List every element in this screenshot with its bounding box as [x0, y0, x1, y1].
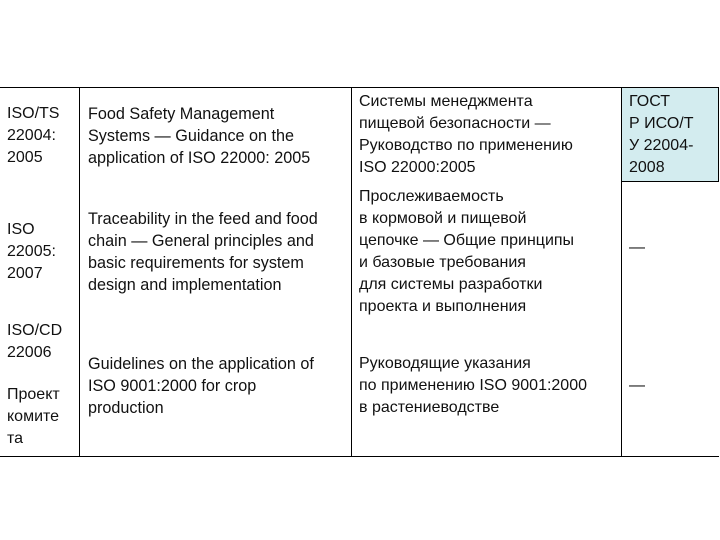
english-title-cell: Guidelines on the application of ISO 9001:2000 for crop production	[88, 355, 314, 417]
gost-cell: —	[629, 377, 645, 394]
english-title-cell: Food Safety Management Systems — Guidance on the application of ISO 22000: 2005	[88, 105, 311, 167]
column-divider	[79, 87, 80, 457]
iso-code-cell: ISO 22005: 2007	[7, 221, 56, 282]
gost-cell: ГОСТ Р ИСО/Т У 22004- 2008	[629, 93, 694, 176]
table-bottom-border	[0, 456, 719, 457]
russian-title-cell: Прослеживаемость в кормовой и пищевой цепочке — Общие принципы и базовые требования для системы разработки проекта и выполнения	[359, 188, 575, 315]
english-title-cell: Traceability in the feed and food chain — General principles and basic requirements for system design and implementation	[88, 210, 318, 294]
russian-title-cell: Руководящие указания по применению ISO 9001:2000 в растениеводстве	[359, 355, 587, 416]
standards-table	[0, 87, 719, 457]
column-divider	[351, 87, 352, 457]
iso-note-cell: Проект комите та	[7, 386, 60, 447]
iso-code-cell: ISO/CD 22006	[7, 322, 63, 361]
table-top-border	[0, 87, 719, 88]
iso-code-cell: ISO/TS 22004: 2005	[7, 105, 60, 166]
gost-cell: —	[629, 239, 645, 256]
russian-title-cell: Системы менеджмента пищевой безопасности — Руководство по применению ISO 22000:2005	[359, 93, 573, 176]
